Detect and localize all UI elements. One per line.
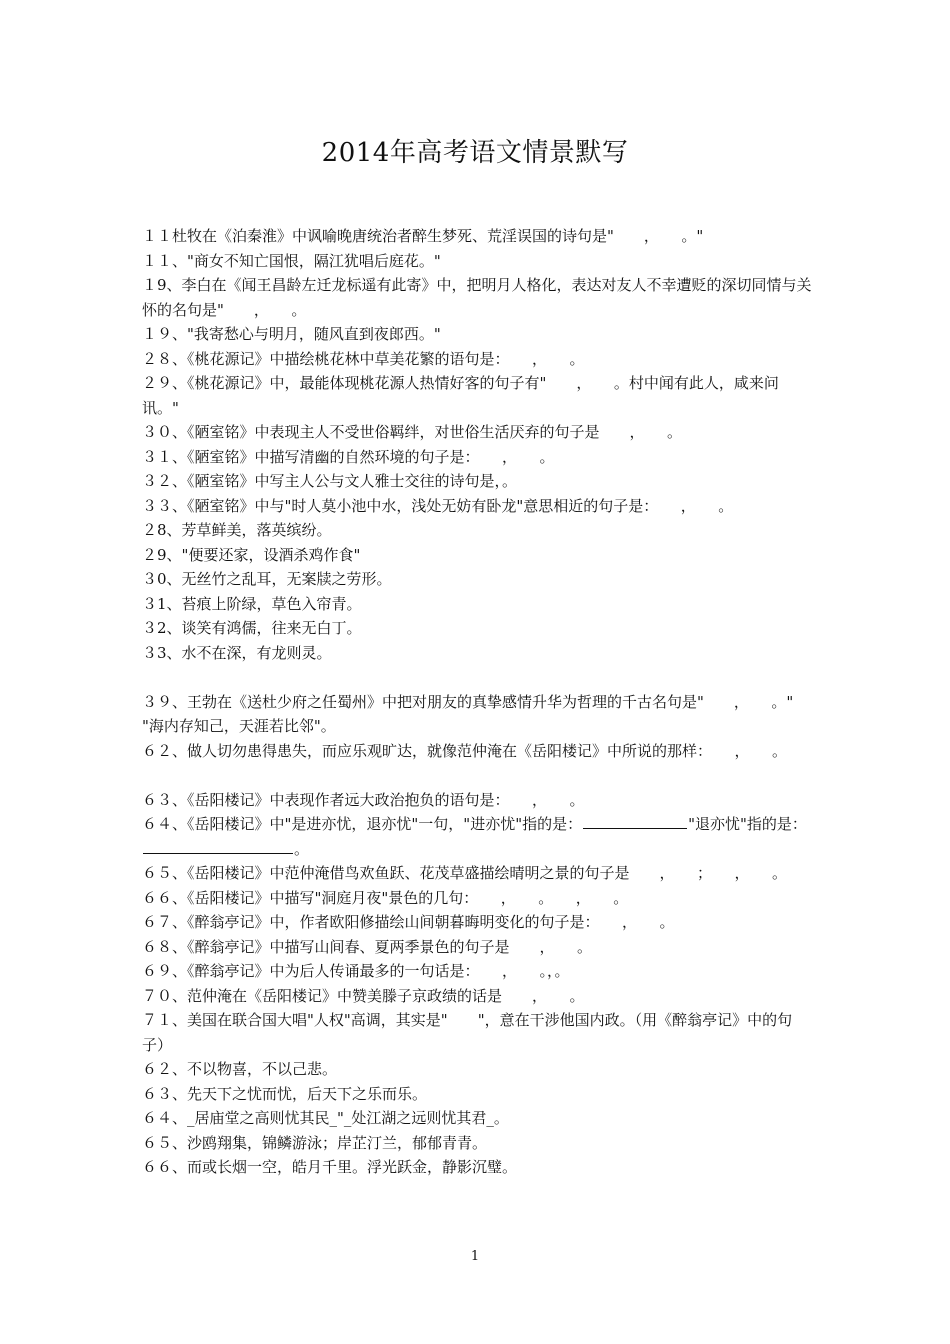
paragraph-line: ２9、"便要还家，设酒杀鸡作食" — [142, 545, 361, 564]
paragraph-line: ２９、《桃花源记》中，最能体现桃花源人热情好客的句子有" ， 。村中闻有此人，咸来问讯。" — [142, 374, 779, 417]
answer-blank[interactable] — [143, 838, 293, 854]
paragraph-line: ６３、先天下之忧而忧，后天下之乐而乐。 — [142, 1084, 428, 1103]
paragraph-line — [142, 812, 814, 861]
blank-line — [142, 763, 814, 788]
paragraph-line: ７１、美国在联合国大唱"人权"高调，其实是" "，意在干涉他国内政。（用《醉翁亭记》中的句子） — [142, 1011, 793, 1054]
paragraph-line: ３３、《陋室铭》中与"时人莫小池中水，浅处无妨有卧龙"意思相近的句子是： ， 。 — [142, 496, 734, 515]
paragraph-line: １９、"我寄愁心与明月，随风直到夜郎西。" — [142, 325, 441, 343]
question-text: ６４、《岳阳楼记》中"是进亦忧，退亦忧"一句，"进亦忧"指的是： — [142, 815, 583, 833]
paragraph-line: ６３、《岳阳楼记》中表现作者远大政治抱负的语句是： ， 。 — [142, 790, 585, 809]
paragraph-line: ３２、《陋室铭》中写主人公与文人雅士交往的诗句是，。 — [142, 472, 518, 490]
paragraph-line: ６９、《醉翁亭记》中为后人传诵最多的一句话是： ， 。，。 — [142, 962, 570, 980]
question-text: 。 — [294, 839, 310, 858]
document-body — [142, 224, 814, 1180]
paragraph-line: ２８、《桃花源记》中描绘桃花林中草美花繁的语句是： ， 。 — [142, 349, 585, 368]
answer-blank[interactable] — [583, 813, 687, 829]
paragraph-line: ６５、《岳阳楼记》中范仲淹借鸟欢鱼跃、花茂草盛描绘晴明之景的句子是 ， ； ， 。 — [142, 864, 788, 882]
paragraph-line: ３3、水不在深，有龙则灵。 — [142, 643, 332, 662]
paragraph-line: ６２、不以物喜，不以己悲。 — [142, 1060, 338, 1078]
paragraph-line: ３1、苔痕上阶绿，草色入帘青。 — [142, 594, 362, 613]
paragraph-line: ６６、而或长烟一空，皓月千里。浮光跃金，静影沉璧。 — [142, 1158, 518, 1176]
paragraph-line: ６８、《醉翁亭记》中描写山间春、夏两季景色的句子是 ， 。 — [142, 937, 593, 956]
paragraph-line: ６７、《醉翁亭记》中，作者欧阳修描绘山间朝暮晦明变化的句子是： ， 。 — [142, 913, 675, 931]
paragraph-line: １9、李白在《闻王昌龄左迁龙标遥有此寄》中，把明月人格化，表达对友人不幸遭贬的深切同情与关怀的名句是" ， 。 — [142, 276, 812, 319]
paragraph-line: ７０、范仲淹在《岳阳楼记》中赞美滕子京政绩的话是 ， 。 — [142, 986, 585, 1005]
paragraph-line: "海内存知己，天涯若比邻"。 — [142, 717, 336, 735]
paragraph-line: １１杜牧在《泊秦淮》中讽喻晚唐统治者醉生梦死、荒淫误国的诗句是" ， 。" — [142, 227, 704, 245]
paragraph-line: ３０、《陋室铭》中表现主人不受世俗羁绊，对世俗生活厌弃的句子是 ， 。 — [142, 423, 683, 441]
blank-line — [142, 665, 814, 690]
question-text: "退亦忧"指的是： — [688, 815, 807, 833]
paragraph-line: ３１、《陋室铭》中描写清幽的自然环境的句子是： ， 。 — [142, 447, 555, 466]
paragraph-line: ６４、_居庙堂之高则忧其民_"_处江湖之远则忧其君_。 — [142, 1109, 509, 1127]
paragraph-line: ２8、芳草鲜美，落英缤纷。 — [142, 521, 332, 539]
paragraph-line: ３2、谈笑有鸿儒，往来无白丁。 — [142, 619, 362, 637]
paragraph-line: ３９、王勃在《送杜少府之任蜀州》中把对朋友的真挚感情升华为哲理的千古名句是" ， 。" — [142, 692, 794, 711]
paragraph-line: ３0、无丝竹之乱耳，无案牍之劳形。 — [142, 570, 392, 588]
page-title: 2014年高考语文情景默写 — [321, 138, 629, 168]
paragraph-line: １１、"商女不知亡国恨，隔江犹唱后庭花。" — [142, 251, 441, 270]
page-number: 1 — [470, 1249, 480, 1264]
paragraph-line: ６６、《岳阳楼记》中描写"洞庭月夜"景色的几句： ， 。 ， 。 — [142, 888, 629, 907]
paragraph-line: ６５、沙鸥翔集，锦鳞游泳；岸芷汀兰，郁郁青青。 — [142, 1133, 488, 1152]
paragraph-line: ６２、做人切勿患得患失，而应乐观旷达，就像范仲淹在《岳阳楼记》中所说的那样： ， 。 — [142, 741, 788, 760]
